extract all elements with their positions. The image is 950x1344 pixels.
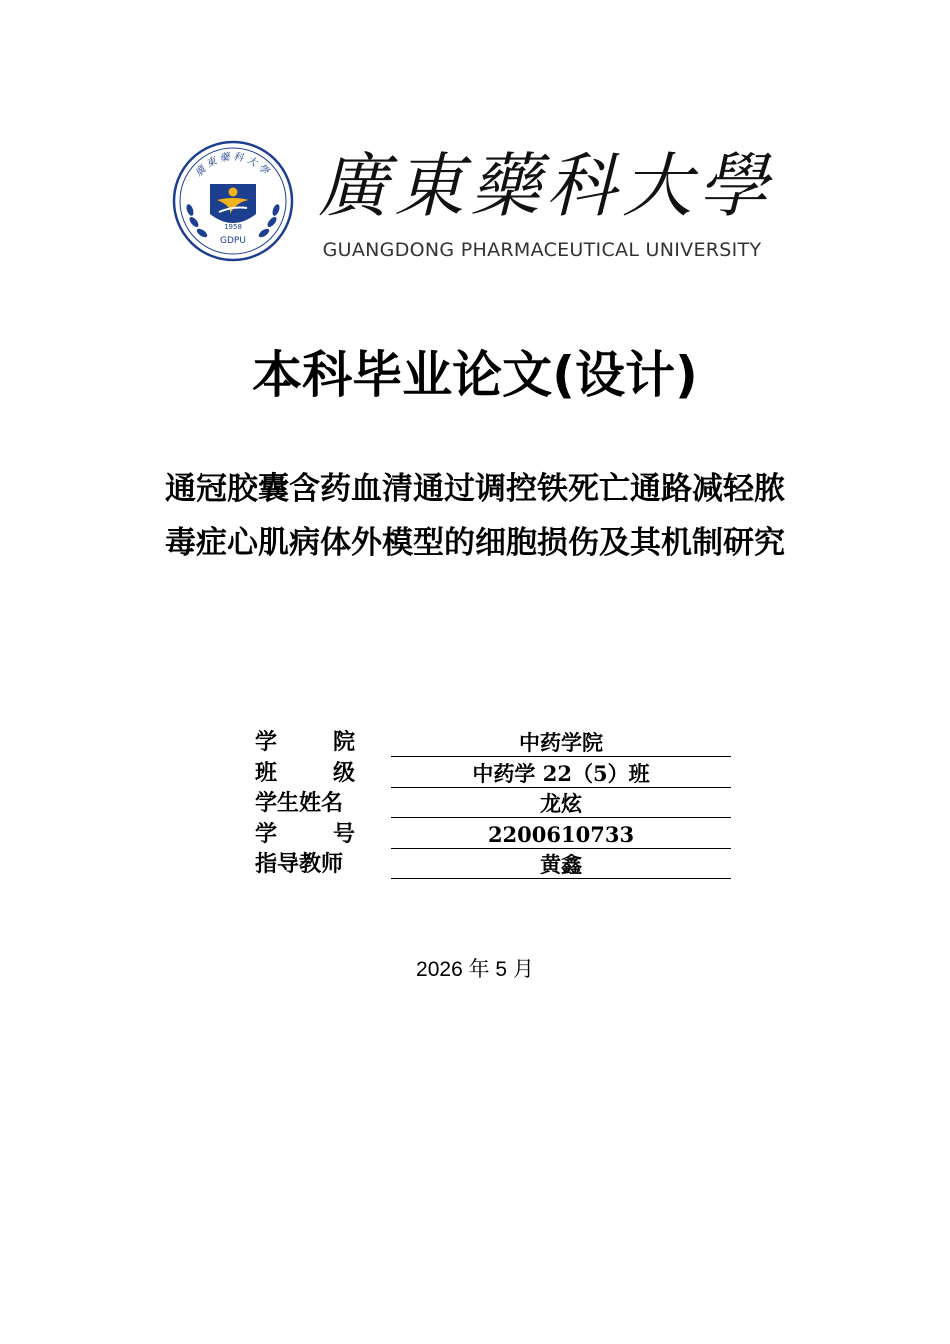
seal-year: 1958 xyxy=(224,223,242,231)
student-info-table xyxy=(255,728,735,881)
university-name-english: GUANGDONG PHARMACEUTICAL UNIVERSITY xyxy=(322,239,762,261)
advisor-value: 黄鑫 xyxy=(391,850,731,879)
info-row-student-name xyxy=(255,789,735,820)
info-label: 指导教师 xyxy=(255,852,344,877)
class-value: 中药学 22（5）班 xyxy=(391,759,731,788)
info-label: 班 级 xyxy=(255,760,355,786)
student-id-value: 2200610733 xyxy=(391,820,731,849)
submission-date: 2026 年 5 月 xyxy=(416,958,534,981)
info-row-student-id xyxy=(255,820,735,851)
info-row-class xyxy=(255,759,735,790)
seal-arc-text: 廣東藥科大學 xyxy=(193,151,273,179)
seal-abbr: GDPU xyxy=(220,236,246,246)
thesis-title: 通冠胶囊含药血清通过调控铁死亡通路减轻脓毒症心肌病体外模型的细胞损伤及其机制研究 xyxy=(165,471,785,561)
info-label: 学生姓名 xyxy=(255,791,344,816)
info-row-advisor xyxy=(255,850,735,881)
info-label: 学 号 xyxy=(255,821,355,847)
university-seal-logo xyxy=(172,140,294,262)
info-label: 学 院 xyxy=(255,730,355,755)
document-type-heading: 本科毕业论文(设计) xyxy=(252,346,698,404)
college-value: 中药学院 xyxy=(391,728,731,757)
info-row-college xyxy=(255,728,735,759)
student-name-value: 龙炫 xyxy=(391,789,731,818)
university-name-chinese: 廣東藥科大學 xyxy=(318,145,774,227)
